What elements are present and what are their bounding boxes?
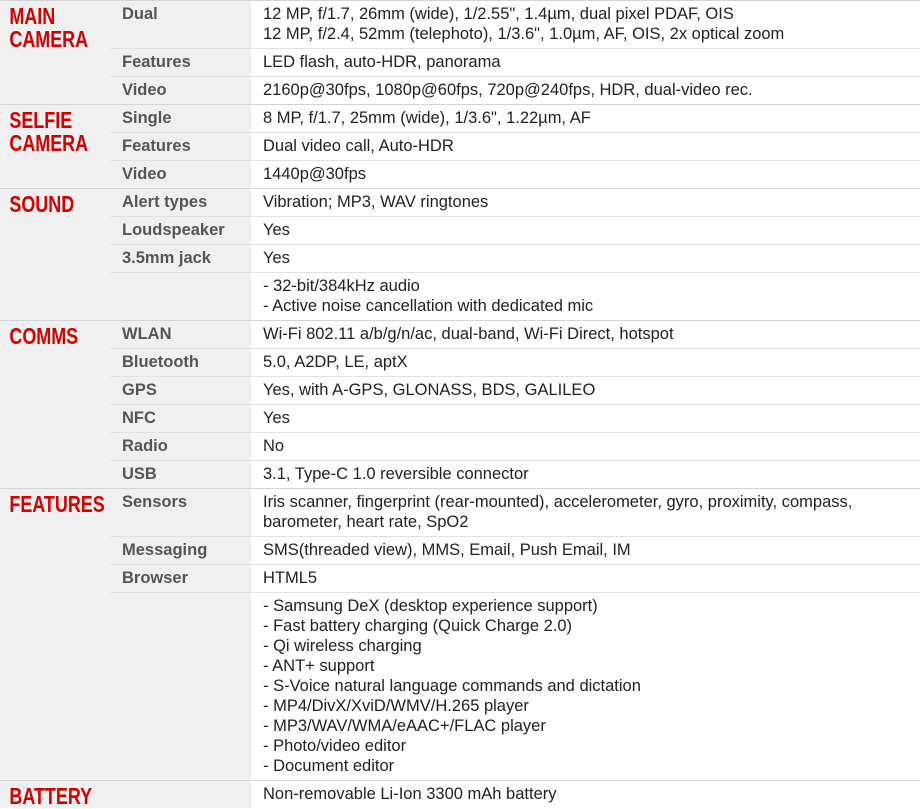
spec-value-line: HTML5 <box>263 569 318 587</box>
section-category-label: FEATURES <box>9 491 105 517</box>
spec-value <box>251 461 920 489</box>
section-category <box>0 321 110 489</box>
spec-value-line: Yes, with A-GPS, GLONASS, BDS, GALILEO <box>263 381 596 399</box>
spec-value <box>251 273 920 321</box>
spec-row <box>0 321 920 349</box>
section-category-label: CAMERA <box>9 26 89 52</box>
section-category <box>0 781 110 809</box>
spec-value <box>251 565 920 593</box>
section-category-label: MAIN <box>9 3 56 29</box>
spec-label: Video <box>110 77 251 105</box>
spec-label: Messaging <box>110 537 251 565</box>
spec-label: Sensors <box>110 489 251 537</box>
spec-value-line: Wi-Fi 802.11 a/b/g/n/ac, dual-band, Wi-Fi Direct, hotspot <box>263 325 674 343</box>
spec-row <box>0 593 920 781</box>
spec-value-line: barometer, heart rate, SpO2 <box>263 513 469 531</box>
spec-value-line: Yes <box>263 409 290 427</box>
spec-row <box>0 189 920 217</box>
spec-value <box>251 77 920 105</box>
spec-value <box>251 781 920 809</box>
spec-value-line: Iris scanner, fingerprint (rear-mounted), accelerometer, gyro, proximity, compass, <box>263 493 853 511</box>
spec-label: Alert types <box>110 189 251 217</box>
spec-row <box>0 405 920 433</box>
spec-row <box>0 489 920 537</box>
spec-value-line: 8 MP, f/1.7, 25mm (wide), 1/3.6", 1.22µm, AF <box>263 109 591 127</box>
spec-label: Single <box>110 105 251 133</box>
spec-value-line: - MP3/WAV/WMA/eAAC+/FLAC player <box>263 717 546 735</box>
spec-value-line: Yes <box>263 249 290 267</box>
spec-label: Features <box>110 49 251 77</box>
spec-row <box>0 105 920 133</box>
spec-row <box>0 77 920 105</box>
spec-label: WLAN <box>110 321 251 349</box>
section-category-label: CAMERA <box>9 130 89 156</box>
spec-value <box>251 1 920 49</box>
spec-row <box>0 461 920 489</box>
spec-label: Features <box>110 133 251 161</box>
spec-value-line: - Active noise cancellation with dedicated mic <box>263 297 594 315</box>
spec-row <box>0 161 920 189</box>
spec-value-line: - Qi wireless charging <box>263 637 422 655</box>
spec-row <box>0 433 920 461</box>
spec-value <box>251 537 920 565</box>
spec-row <box>0 273 920 321</box>
section-category <box>0 489 110 781</box>
spec-value-line: Non-removable Li-Ion 3300 mAh battery <box>263 785 557 803</box>
spec-label: Loudspeaker <box>110 217 251 245</box>
spec-label: USB <box>110 461 251 489</box>
spec-label <box>110 593 251 781</box>
spec-row <box>0 565 920 593</box>
specs-table-body <box>0 1 920 809</box>
spec-value <box>251 189 920 217</box>
spec-row <box>0 1 920 49</box>
spec-row <box>0 133 920 161</box>
spec-value-line: - Document editor <box>263 757 395 775</box>
spec-value-line: 5.0, A2DP, LE, aptX <box>263 353 408 371</box>
spec-value-line: 2160p@30fps, 1080p@60fps, 720p@240fps, HDR, dual-video rec. <box>263 81 753 99</box>
section-category <box>0 1 110 105</box>
spec-value-line: 12 MP, f/2.4, 52mm (telephoto), 1/3.6", 1.0µm, AF, OIS, 2x optical zoom <box>263 25 785 43</box>
spec-label: GPS <box>110 377 251 405</box>
spec-value-line: 1440p@30fps <box>263 165 366 183</box>
spec-value-line: - MP4/DivX/XviD/WMV/H.265 player <box>263 697 529 715</box>
section-category-label: COMMS <box>9 323 79 349</box>
spec-value <box>251 349 920 377</box>
spec-row <box>0 245 920 273</box>
section-category-label: SELFIE <box>9 107 73 133</box>
spec-value-line: Vibration; MP3, WAV ringtones <box>263 193 489 211</box>
spec-label: 3.5mm jack <box>110 245 251 273</box>
spec-value-line: 12 MP, f/1.7, 26mm (wide), 1/2.55", 1.4µm, dual pixel PDAF, OIS <box>263 5 734 23</box>
spec-label <box>110 781 251 809</box>
spec-row <box>0 377 920 405</box>
spec-row <box>0 49 920 77</box>
spec-value <box>251 593 920 781</box>
spec-label: Dual <box>110 1 251 49</box>
spec-value <box>251 433 920 461</box>
spec-value-line: LED flash, auto-HDR, panorama <box>263 53 501 71</box>
spec-label: Browser <box>110 565 251 593</box>
spec-value <box>251 105 920 133</box>
spec-label: Video <box>110 161 251 189</box>
spec-value-line: 3.1, Type-C 1.0 reversible connector <box>263 465 529 483</box>
spec-value-line: Yes <box>263 221 290 239</box>
spec-value <box>251 217 920 245</box>
spec-label: Radio <box>110 433 251 461</box>
section-category <box>0 189 110 321</box>
spec-value <box>251 49 920 77</box>
spec-row <box>0 781 920 809</box>
spec-value <box>251 377 920 405</box>
section-category-label: SOUND <box>9 191 75 217</box>
spec-value-line: - S-Voice natural language commands and dictation <box>263 677 641 695</box>
spec-value-line: - Samsung DeX (desktop experience support) <box>263 597 598 615</box>
spec-value <box>251 133 920 161</box>
spec-row <box>0 537 920 565</box>
spec-value-line: - Fast battery charging (Quick Charge 2.0) <box>263 617 573 635</box>
spec-label: NFC <box>110 405 251 433</box>
spec-value-line: SMS(threaded view), MMS, Email, Push Email, IM <box>263 541 631 559</box>
spec-value-line: - Photo/video editor <box>263 737 407 755</box>
spec-label: Bluetooth <box>110 349 251 377</box>
spec-value <box>251 321 920 349</box>
spec-row <box>0 217 920 245</box>
spec-row <box>0 349 920 377</box>
section-category <box>0 105 110 189</box>
spec-value <box>251 405 920 433</box>
spec-value-line: Dual video call, Auto-HDR <box>263 137 454 155</box>
spec-value-line: - 32-bit/384kHz audio <box>263 277 420 295</box>
spec-value <box>251 245 920 273</box>
spec-value-line: - ANT+ support <box>263 657 375 675</box>
spec-value-line: No <box>263 437 285 455</box>
spec-label <box>110 273 251 321</box>
section-category-label: BATTERY <box>9 783 93 809</box>
spec-value <box>251 489 920 537</box>
spec-value <box>251 161 920 189</box>
